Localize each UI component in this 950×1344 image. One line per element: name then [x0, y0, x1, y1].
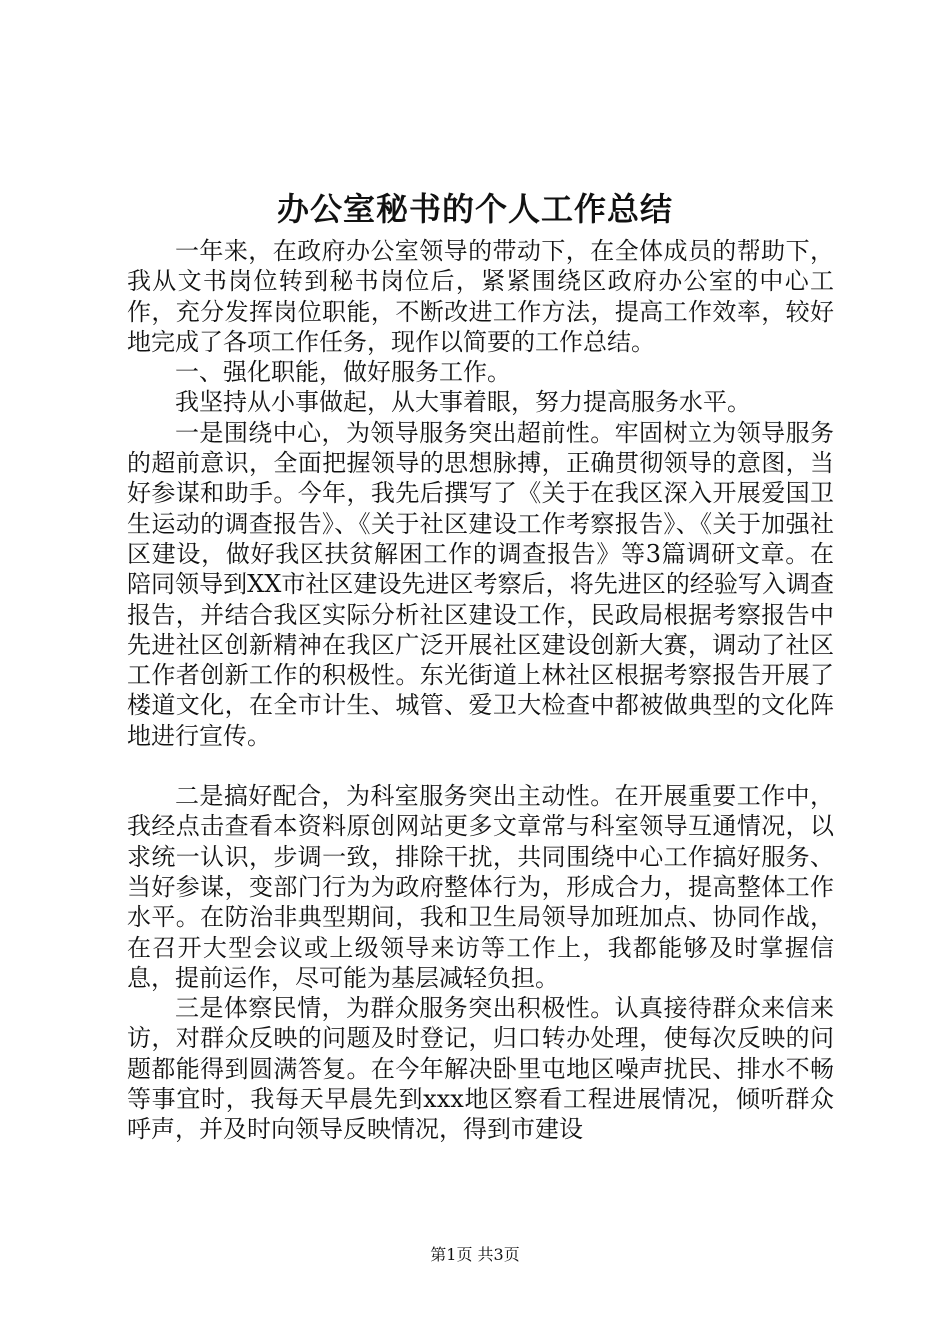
document-body — [127, 236, 834, 1145]
document-title: 办公室秘书的个人工作总结 — [276, 190, 673, 228]
page-number-footer: 第1页 共3页 — [430, 1245, 520, 1264]
point-two-paragraph: 二是搞好配合，为科室服务突出主动性。在开展重要工作中，我经点击查看本资料原创网站更多文章常与科室领导互通情况，以求统一认识，步调一致，排除干扰，共同围绕中心工作搞好服务、当好参谋，变部门行为为政府整体行为，形成合力，提高整体工作水平。在防治非典型期间，我和卫生局领导加班加点、协同作战，在召开大型会议或上级领导来访等工作上，我都能够及时掌握信息，提前运作，尽可能为基层减轻负担。 — [127, 782, 834, 992]
intro-paragraph: 一年来，在政府办公室领导的带动下，在全体成员的帮助下，我从文书岗位转到秘书岗位后，紧紧围绕区政府办公室的中心工作，充分发挥岗位职能，不断改进工作方法，提高工作效率，较好地完成了各项工作任务，现作以简要的工作总结。 — [127, 237, 834, 356]
section-lead-paragraph: 我坚持从小事做起，从大事着眼，努力提高服务水平。 — [175, 388, 751, 417]
section-heading: 一、强化职能，做好服务工作。 — [175, 358, 511, 387]
point-three-paragraph: 三是体察民情，为群众服务突出积极性。认真接待群众来信来访，对群众反映的问题及时登记，归口转办处理，使每次反映的问题都能得到圆满答复。在今年解决卧里屯地区噪声扰民、排水不畅等事宜时，我每天早晨先到xxx地区察看工程进展情况，倾听群众呼声，并及时向领导反映情况，得到市建设 — [127, 994, 834, 1144]
point-one-paragraph: 一是围绕中心，为领导服务突出超前性。牢固树立为领导服务的超前意识，全面把握领导的思想脉搏，正确贯彻领导的意图，当好参谋和助手。今年，我先后撰写了《关于在我区深入开展爱国卫生运动的调查报告》、《关于社区建设工作考察报告》、《关于加强社区建设，做好我区扶贫解困工作的调查报告》等3篇调研文章。在陪同领导到XX市社区建设先进区考察后，将先进区的经验写入调查报告，并结合我区实际分析社区建设工作，民政局根据考察报告中先进社区创新精神在我区广泛开展社区建设创新大赛，调动了社区工作者创新工作的积极性。东光街道上林社区根据考察报告开展了楼道文化，在全市计生、城管、爱卫大检查中都被做典型的文化阵地进行宣传。 — [127, 418, 834, 750]
